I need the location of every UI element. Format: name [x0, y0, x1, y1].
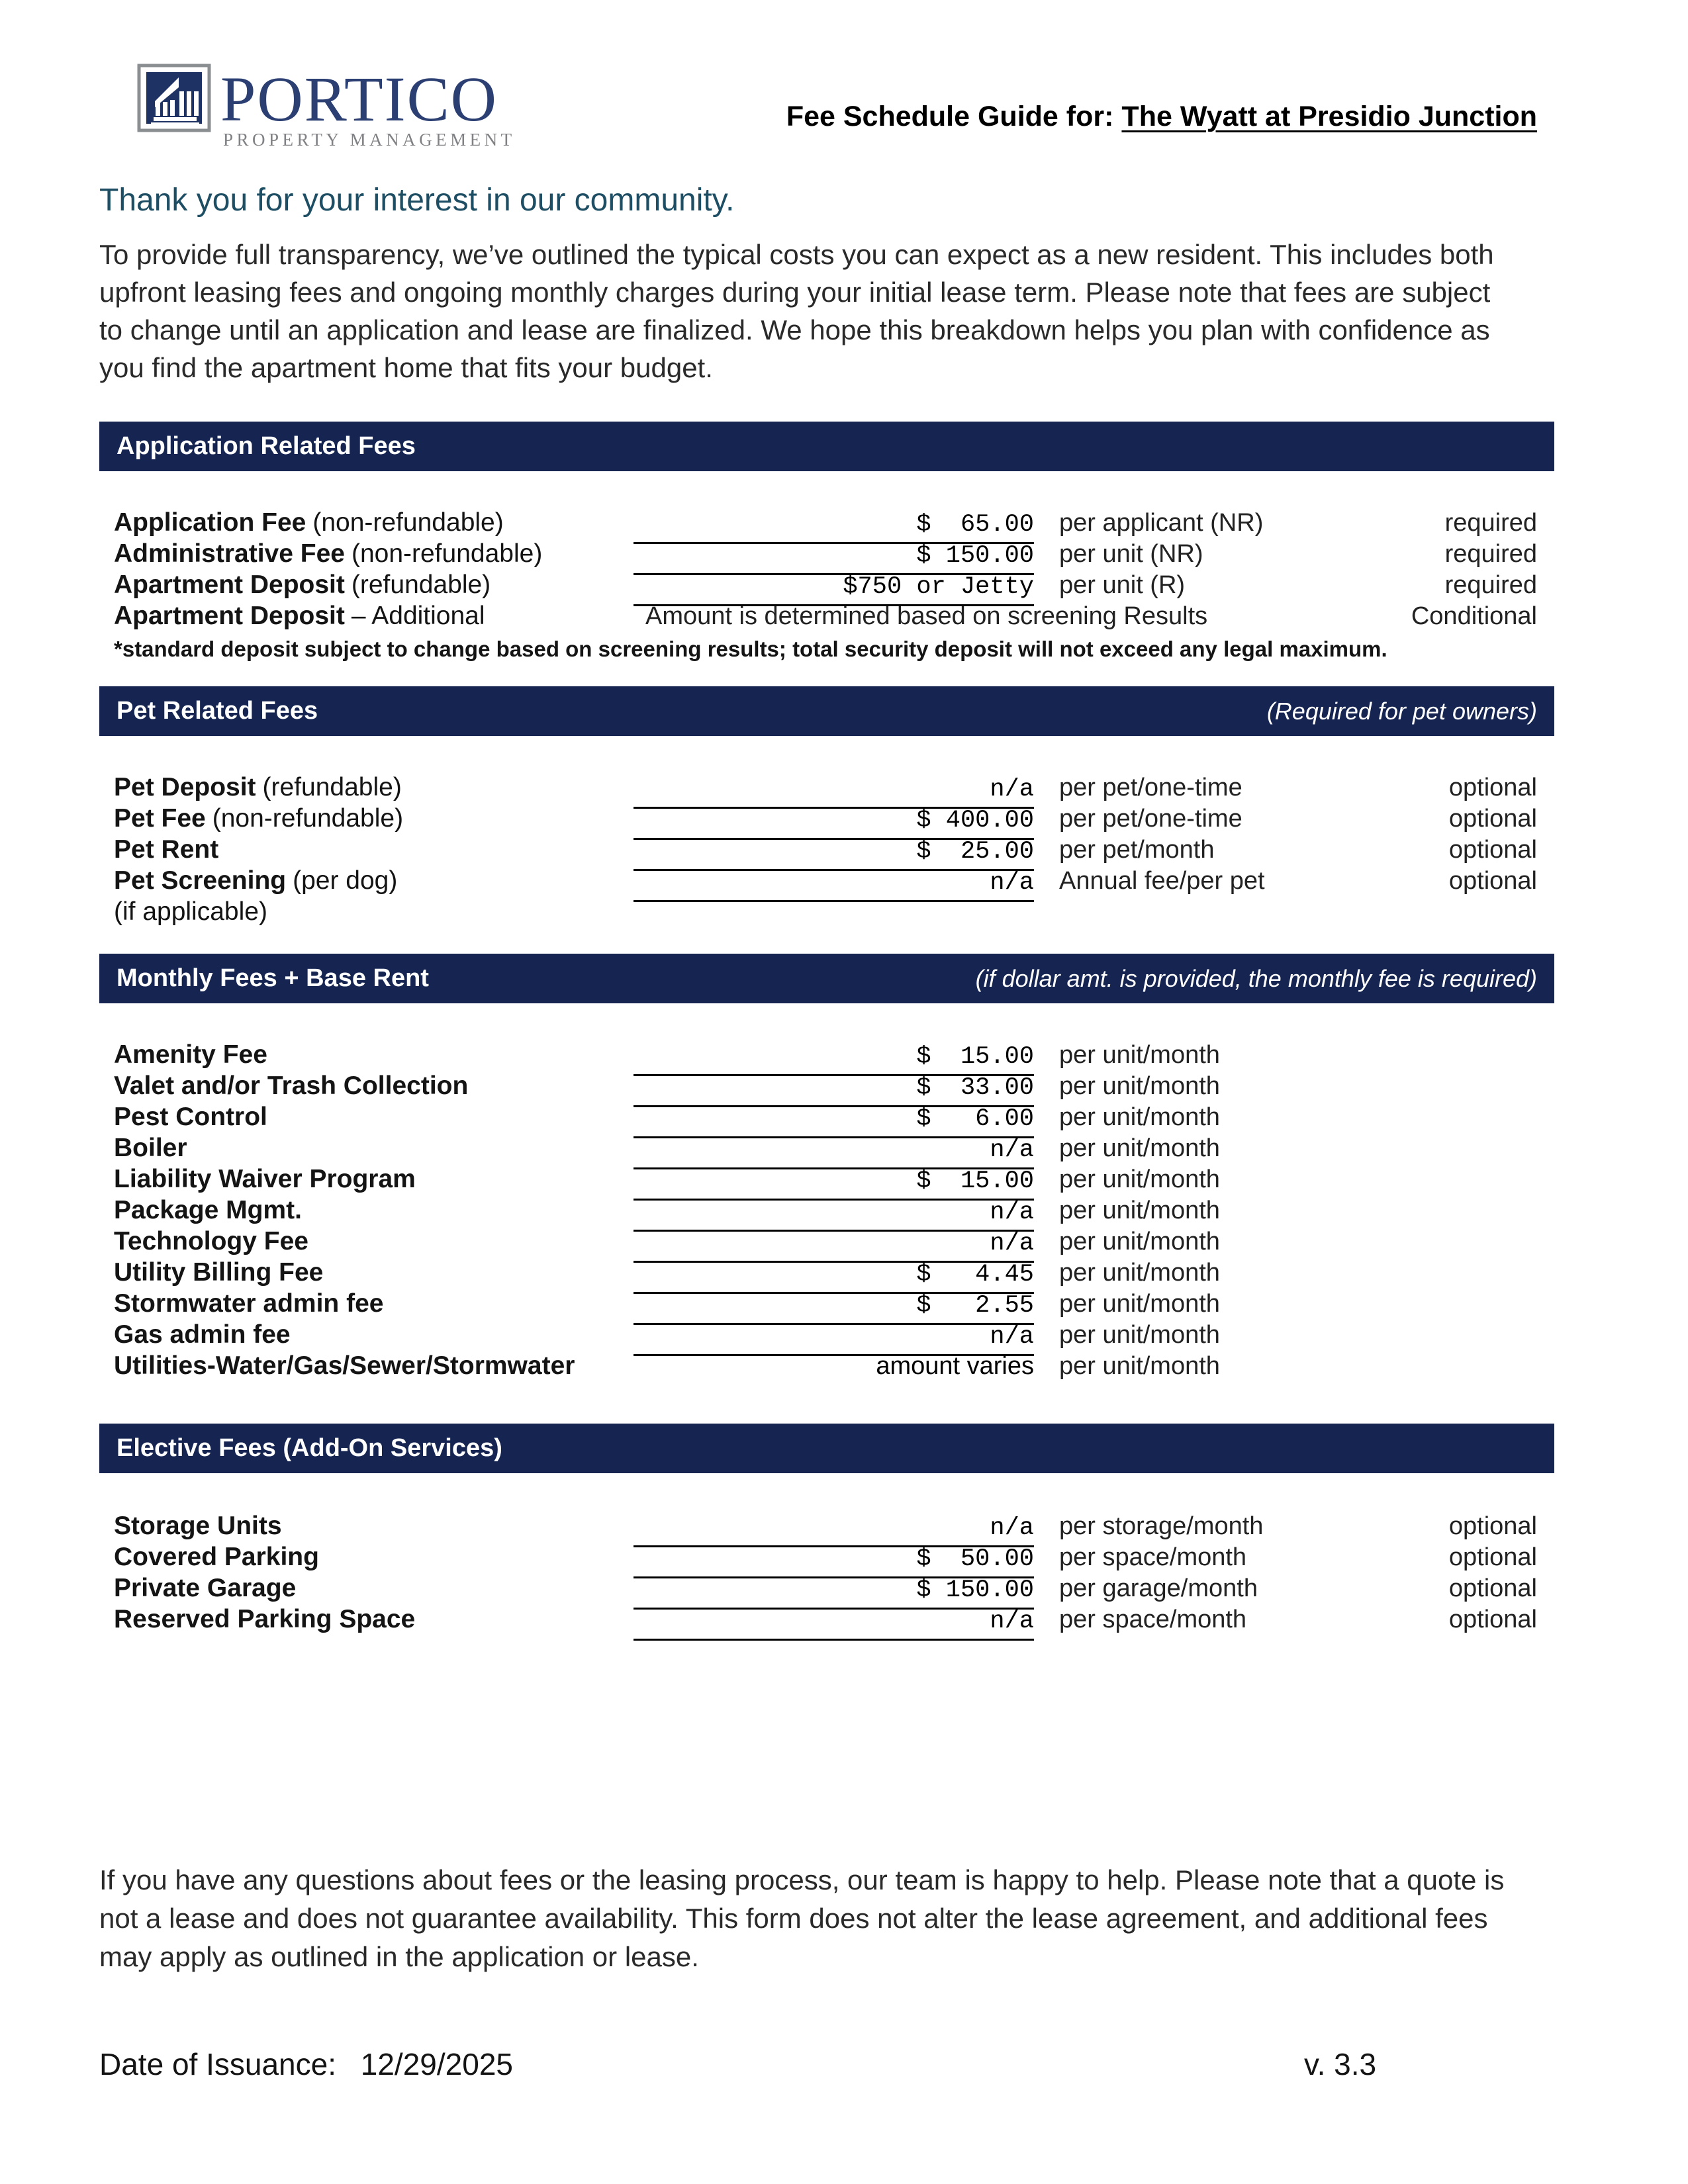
fee-name: Apartment Deposit [114, 570, 345, 599]
fee-label [114, 602, 633, 631]
section-note: (Required for pet owners) [1266, 697, 1537, 725]
fee-requirement: optional [1448, 1574, 1537, 1602]
fee-name: Utilities-Water/Gas/Sewer/Stormwater [114, 1351, 575, 1380]
fee-label [114, 897, 633, 927]
section-header-elective-fees [99, 1424, 1554, 1473]
fee-unit: per unit/month [1059, 1352, 1220, 1380]
fee-row [114, 1071, 1537, 1103]
fee-row [114, 1351, 1537, 1383]
fee-row [114, 570, 1537, 602]
fee-name-note: (non-refundable) [312, 508, 504, 537]
fee-unit: per unit/month [1059, 1259, 1220, 1287]
fee-name-note: – Additional [351, 602, 485, 630]
intro-line: to change until an application and lease are finalized. We hope this breakdown helps you plan with confidence as [99, 314, 1490, 345]
fee-name: Administrative Fee [114, 539, 345, 568]
fee-label [114, 1165, 633, 1194]
fee-requirement: optional [1448, 1606, 1537, 1633]
fee-amount: $ 25.00 [633, 838, 1034, 871]
intro-paragraph [99, 236, 1589, 387]
fee-unit: per unit (NR) [1059, 540, 1203, 568]
fee-name: Utility Billing Fee [114, 1258, 324, 1287]
elective-fees-table [114, 1512, 1537, 1636]
fee-unit: per unit/month [1059, 1165, 1220, 1193]
fee-name: Gas admin fee [114, 1320, 291, 1349]
fee-name-note: (per dog) [293, 866, 398, 895]
fee-unit: per applicant (NR) [1059, 509, 1264, 537]
fee-requirement: required [1444, 571, 1537, 599]
fee-name: Application Fee [114, 508, 306, 537]
fee-name: Storage Units [114, 1512, 282, 1540]
intro-line: To provide full transparency, we’ve outlined the typical costs you can expect as a new resident. This includes both [99, 239, 1494, 270]
fee-requirement: optional [1448, 1543, 1537, 1571]
fee-amount: n/a [633, 1323, 1034, 1356]
fee-amount: n/a [633, 1514, 1034, 1547]
fee-requirement: optional [1448, 774, 1537, 801]
section-header-monthly-fees [99, 954, 1554, 1003]
fee-label [114, 1320, 633, 1349]
fee-unit: per unit/month [1059, 1228, 1220, 1255]
deposit-footnote: *standard deposit subject to change based on screening results; total security deposit will not exceed any legal maximum. [114, 637, 1387, 661]
fee-name: Pet Deposit [114, 773, 256, 801]
closing-line: not a lease and does not guarantee availability. This form does not alter the lease agreement, and additional fees [99, 1903, 1488, 1934]
fee-unit: per unit/month [1059, 1041, 1220, 1069]
section-title: Monthly Fees + Base Rent [117, 964, 429, 992]
fee-row [114, 1320, 1537, 1351]
fee-amount: n/a [633, 869, 1034, 902]
fee-requirement: optional [1448, 805, 1537, 833]
fee-name: Pet Rent [114, 835, 219, 864]
fee-name: Pest Control [114, 1103, 267, 1131]
fee-label [114, 1071, 633, 1101]
fee-name: Stormwater admin fee [114, 1289, 384, 1318]
property-name: The Wyatt at Presidio Junction [1121, 101, 1537, 132]
fee-unit: per unit/month [1059, 1103, 1220, 1131]
fee-name-note: (non-refundable) [212, 804, 404, 833]
fee-amount: $ 150.00 [633, 542, 1034, 575]
fee-amount: n/a [633, 776, 1034, 809]
date-of-issuance-value: 12/29/2025 [360, 2047, 513, 2081]
fee-row [114, 1574, 1537, 1605]
fee-name-note: (if applicable) [114, 897, 267, 926]
fee-name: Pet Screening [114, 866, 287, 895]
date-of-issuance-label: Date of Issuance: [99, 2047, 336, 2081]
section-title: Elective Fees (Add-On Services) [117, 1434, 502, 1462]
fee-label [114, 539, 633, 569]
fee-row [114, 1512, 1537, 1543]
fee-amount: $ 65.00 [633, 511, 1034, 544]
section-header-application-fees [99, 422, 1554, 471]
fee-unit: per unit/month [1059, 1072, 1220, 1100]
fee-amount: $ 15.00 [633, 1043, 1034, 1076]
fee-requirement: required [1444, 509, 1537, 537]
fee-label [114, 835, 633, 864]
fee-amount: $ 50.00 [633, 1545, 1034, 1578]
portico-logo-icon [137, 64, 211, 132]
fee-amount: $ 33.00 [633, 1074, 1034, 1107]
fee-label [114, 1040, 633, 1069]
fee-row [114, 1196, 1537, 1227]
document-header [0, 0, 1688, 152]
fee-label [114, 1103, 633, 1132]
fee-name: Valet and/or Trash Collection [114, 1071, 469, 1100]
fee-label [114, 1512, 633, 1541]
pet-fees-table [114, 773, 1537, 929]
fee-requirement: Conditional [1411, 602, 1537, 630]
fee-amount: $ 15.00 [633, 1167, 1034, 1201]
section-title: Pet Related Fees [117, 697, 318, 725]
fee-label [114, 1196, 633, 1225]
fee-amount: n/a [633, 1199, 1034, 1232]
fee-label [114, 1289, 633, 1318]
fee-name: Technology Fee [114, 1227, 308, 1255]
fee-requirement: optional [1448, 836, 1537, 864]
intro-heading: Thank you for your interest in our community. [99, 183, 735, 218]
document-title-prefix: Fee Schedule Guide for: [786, 101, 1114, 132]
fee-unit: per unit/month [1059, 1134, 1220, 1162]
fee-row [114, 1134, 1537, 1165]
fee-name: Reserved Parking Space [114, 1605, 416, 1633]
fee-row [114, 1165, 1537, 1196]
fee-row [114, 1258, 1537, 1289]
logo-wordmark: PORTICO [220, 64, 498, 134]
fee-row [114, 835, 1537, 866]
fee-label [114, 773, 633, 802]
intro-line: upfront leasing fees and ongoing monthly charges during your initial lease term. Please note that fees are subject [99, 277, 1491, 308]
fee-name: Boiler [114, 1134, 187, 1162]
fee-row [114, 773, 1537, 804]
fee-row-continuation [114, 897, 1537, 929]
fee-amount: n/a [633, 1608, 1034, 1641]
closing-paragraph [99, 1861, 1589, 1976]
fee-name: Apartment Deposit [114, 602, 345, 630]
fee-name: Package Mgmt. [114, 1196, 302, 1224]
fee-unit: per garage/month [1059, 1574, 1258, 1602]
fee-unit: per storage/month [1059, 1512, 1264, 1540]
closing-line: If you have any questions about fees or the leasing process, our team is happy to help. Please note that a quote is [99, 1864, 1505, 1895]
fee-requirement: optional [1448, 1512, 1537, 1540]
fee-unit: per unit (R) [1059, 571, 1186, 599]
fee-name-note: (refundable) [262, 773, 402, 801]
fee-amount: n/a [633, 1136, 1034, 1169]
fee-row [114, 804, 1537, 835]
fee-name-note: (refundable) [351, 570, 491, 599]
fee-label [114, 570, 633, 600]
fee-label [114, 804, 633, 833]
section-title: Application Related Fees [117, 432, 416, 460]
fee-row [114, 1103, 1537, 1134]
fee-amount: $ 6.00 [633, 1105, 1034, 1138]
document-title [786, 101, 1537, 133]
fee-unit: per space/month [1059, 1606, 1247, 1633]
fee-label [114, 1605, 633, 1634]
fee-name: Amenity Fee [114, 1040, 267, 1069]
fee-row [114, 1605, 1537, 1636]
fee-amount: $ 150.00 [633, 1576, 1034, 1610]
fee-row [114, 508, 1537, 539]
fee-row [114, 866, 1537, 897]
fee-label [114, 1258, 633, 1287]
fee-unit: Annual fee/per pet [1059, 867, 1265, 895]
fee-unit: per pet/month [1059, 836, 1215, 864]
fee-row [114, 1289, 1537, 1320]
monthly-fees-table [114, 1040, 1537, 1383]
fee-label [114, 1543, 633, 1572]
document-version: v. 3.3 [1304, 2047, 1377, 2081]
closing-line: may apply as outlined in the application or lease. [99, 1941, 699, 1972]
fee-name: Covered Parking [114, 1543, 319, 1571]
fee-amount: $ 400.00 [633, 807, 1034, 840]
fee-row [114, 602, 1537, 633]
fee-unit: per unit/month [1059, 1321, 1220, 1349]
fee-label [114, 508, 633, 537]
fee-amount-description: Amount is determined based on screening Results [645, 602, 1208, 630]
fee-unit: per unit/month [1059, 1290, 1220, 1318]
section-note: (if dollar amt. is provided, the monthly fee is required) [975, 964, 1537, 992]
fee-requirement: required [1444, 540, 1537, 568]
fee-name: Pet Fee [114, 804, 206, 833]
fee-label [114, 1351, 633, 1381]
fee-amount: n/a [633, 1230, 1034, 1263]
fee-row [114, 539, 1537, 570]
fee-name-note: (non-refundable) [351, 539, 543, 568]
fee-name: Liability Waiver Program [114, 1165, 416, 1193]
fee-label [114, 866, 633, 895]
fee-name: Private Garage [114, 1574, 297, 1602]
section-header-pet-fees [99, 686, 1554, 736]
fee-unit: per space/month [1059, 1543, 1247, 1571]
application-fees-table [114, 508, 1537, 633]
fee-label [114, 1227, 633, 1256]
fee-amount: $750 or Jetty [633, 573, 1034, 606]
fee-requirement: optional [1448, 867, 1537, 895]
fee-unit: per pet/one-time [1059, 805, 1243, 833]
portico-columns-icon [137, 64, 211, 132]
intro-line: you find the apartment home that fits your budget. [99, 352, 713, 383]
fee-unit: per unit/month [1059, 1197, 1220, 1224]
fee-unit: per pet/one-time [1059, 774, 1243, 801]
document-footer [99, 2046, 1589, 2086]
fee-amount: amount varies [876, 1352, 1034, 1380]
fee-amount: $ 2.55 [633, 1292, 1034, 1325]
fee-label [114, 1574, 633, 1603]
fee-row [114, 1227, 1537, 1258]
fee-row [114, 1040, 1537, 1071]
fee-row [114, 1543, 1537, 1574]
fee-label [114, 1134, 633, 1163]
logo-subtitle: PROPERTY MANAGEMENT [223, 130, 516, 150]
fee-amount: $ 4.45 [633, 1261, 1034, 1294]
